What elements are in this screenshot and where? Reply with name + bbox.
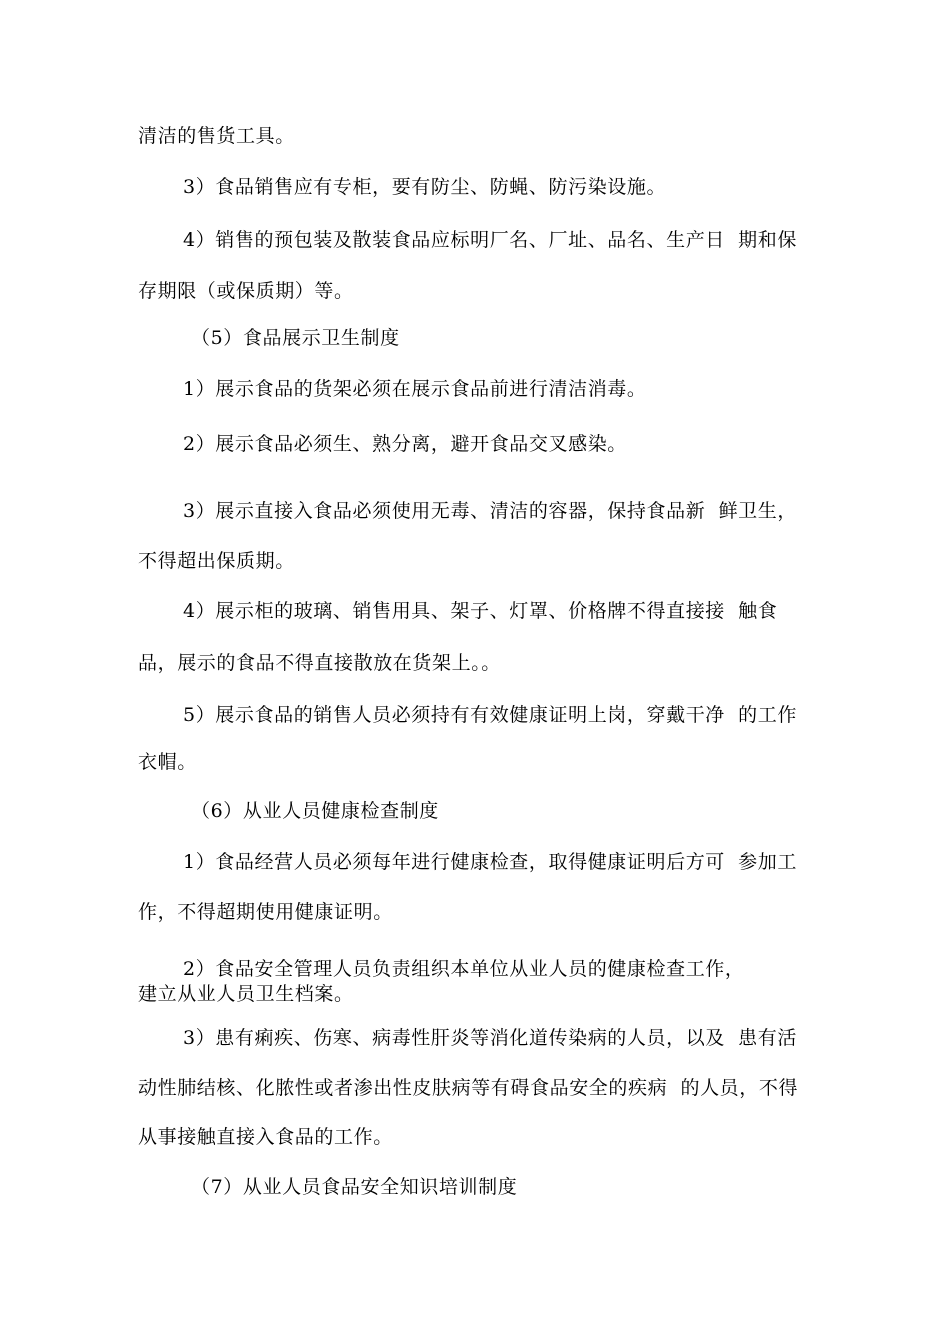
text-line: 4）销售的预包装及散装食品应标明厂名、厂址、品名、生产日 期和保 <box>183 229 797 251</box>
text-line: 2）食品安全管理人员负责组织本单位从业人员的健康检查工作， <box>183 958 745 980</box>
text-line: 建立从业人员卫生档案。 <box>138 983 354 1005</box>
text-line: 清洁的售货工具。 <box>138 125 295 147</box>
text-line: 3）患有痢疾、伤寒、病毒性肝炎等消化道传染病的人员，以及 患有活 <box>183 1027 797 1049</box>
text-line: 品，展示的食品不得直接散放在货架上。。 <box>138 652 501 674</box>
text-line: 从事接触直接入食品的工作。 <box>138 1126 393 1148</box>
text-line: 1）食品经营人员必须每年进行健康检查，取得健康证明后方可 参加工 <box>183 851 797 873</box>
section-heading: （6）从业人员健康检查制度 <box>191 800 439 822</box>
text-line: 作，不得超期使用健康证明。 <box>138 901 393 923</box>
text-line: 2）展示食品必须生、熟分离，避开食品交叉感染。 <box>183 433 627 455</box>
text-line: 3）食品销售应有专柜，要有防尘、防蝇、防污染设施。 <box>183 176 667 198</box>
text-line: 4）展示柜的玻璃、销售用具、架子、灯罩、价格牌不得直接接 触食 <box>183 600 778 622</box>
section-heading: （7）从业人员食品安全知识培训制度 <box>191 1176 518 1198</box>
text-line: 衣帽。 <box>138 751 197 773</box>
text-line: 1）展示食品的货架必须在展示食品前进行清洁消毒。 <box>183 378 647 400</box>
section-heading: （5）食品展示卫生制度 <box>191 327 400 349</box>
text-line: 动性肺结核、化脓性或者渗出性皮肤病等有碍食品安全的疾病 的人员，不得 <box>138 1077 799 1099</box>
text-line: 存期限（或保质期）等。 <box>138 280 354 302</box>
text-line: 3）展示直接入食品必须使用无毒、清洁的容器，保持食品新 鲜卫生， <box>183 500 797 522</box>
text-line: 不得超出保质期。 <box>138 550 295 572</box>
text-line: 5）展示食品的销售人员必须持有有效健康证明上岗，穿戴干净 的工作 <box>183 704 797 726</box>
